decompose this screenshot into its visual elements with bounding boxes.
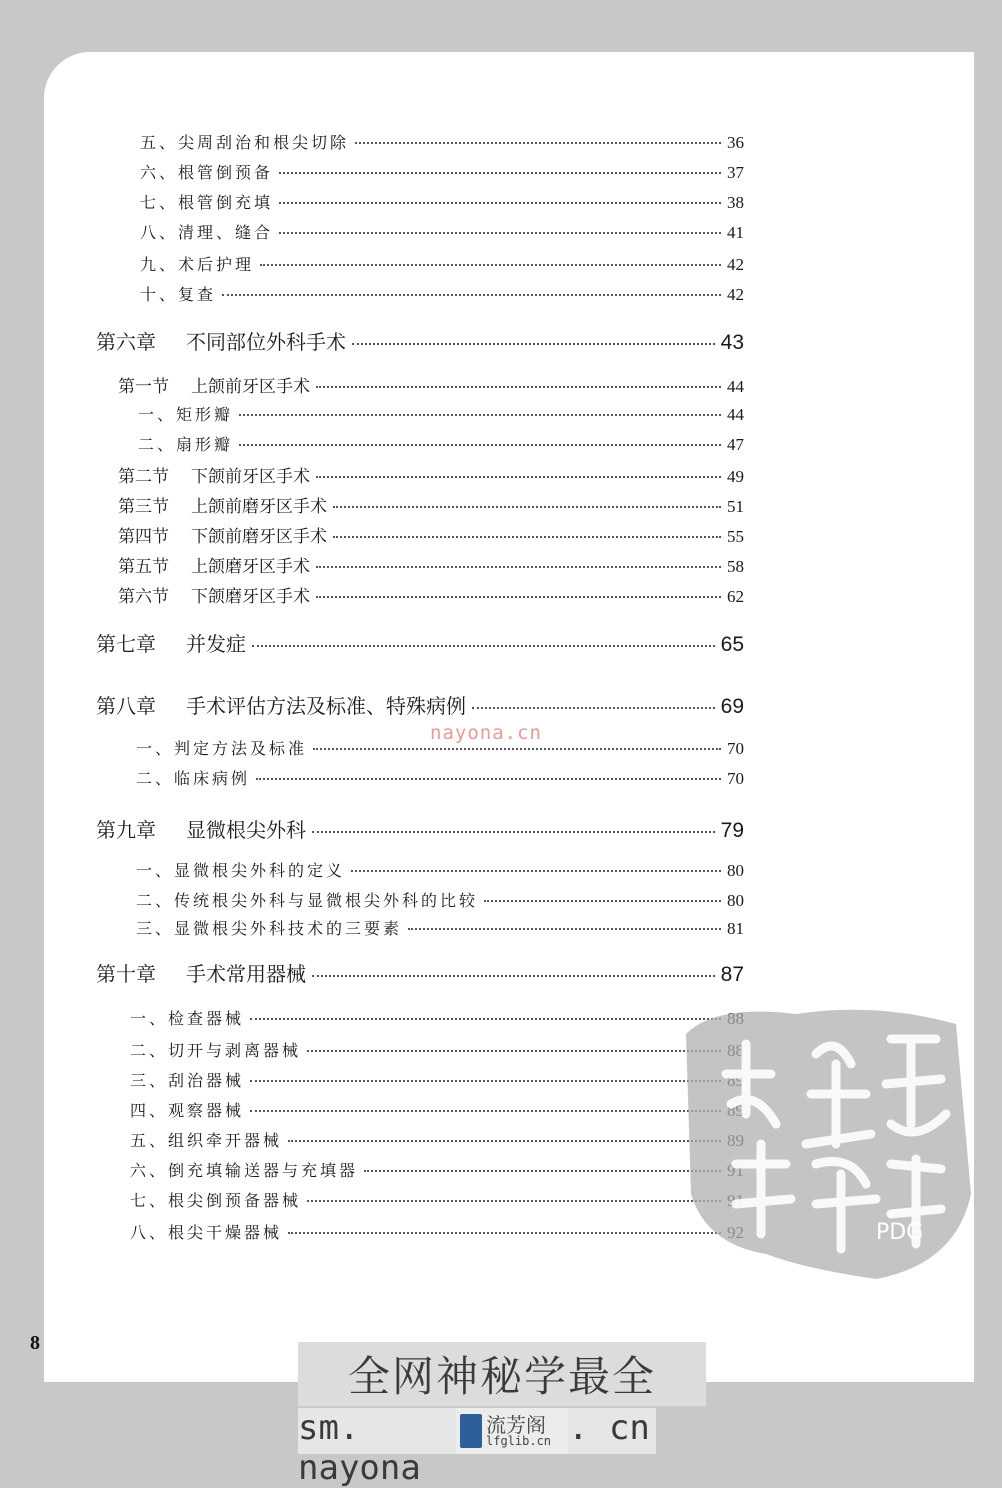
toc-item <box>136 766 744 788</box>
toc-item-label: 八、清理、缝合 <box>140 223 274 242</box>
toc-item <box>136 916 744 938</box>
toc-page-number: 44 <box>727 377 744 396</box>
dot-leader <box>260 264 721 266</box>
toc-chapter <box>96 628 744 656</box>
dot-leader <box>279 232 721 234</box>
toc-item <box>130 1006 744 1028</box>
toc-item-label: 五、组织牵开器械 <box>130 1131 283 1150</box>
toc-item-label: 十、复查 <box>140 285 217 304</box>
toc-chapter <box>96 814 744 842</box>
toc-chapter-number: 第九章 <box>96 818 156 842</box>
toc-page-number: 81 <box>727 919 744 938</box>
seal-pdg-text: PDG <box>876 1220 924 1245</box>
toc-section-title: 上颌前磨牙区手术 <box>191 497 327 517</box>
toc-section-heading <box>118 552 310 577</box>
dot-leader <box>472 707 715 709</box>
dot-leader <box>288 1232 721 1234</box>
toc-item-label: 一、矩形瓣 <box>138 405 234 424</box>
toc-page-number: 62 <box>727 587 744 606</box>
toc-chapter-number: 第八章 <box>96 694 156 718</box>
toc-item-label: 二、传统根尖外科与显微根尖外科的比较 <box>136 891 479 910</box>
watermark-banner: 全网神秘学最全 <box>298 1342 706 1406</box>
toc-item-label: 一、检查器械 <box>130 1009 245 1028</box>
toc-page-number: 38 <box>727 193 744 212</box>
toc-section <box>118 582 744 607</box>
toc-section <box>118 372 744 397</box>
toc-page-number: 79 <box>720 819 744 842</box>
dot-leader <box>316 386 721 388</box>
toc-chapter-heading <box>96 690 466 719</box>
toc-chapter-title: 手术常用器械 <box>186 962 306 986</box>
toc-chapter-heading <box>96 814 306 843</box>
toc-item <box>140 252 744 274</box>
dot-leader <box>250 1080 721 1082</box>
toc-item-label: 七、根管倒充填 <box>140 193 274 212</box>
toc-page-number: 36 <box>727 133 744 152</box>
toc-section <box>118 462 744 487</box>
dot-leader <box>239 444 721 446</box>
toc-section <box>118 492 744 517</box>
toc-page-number: 87 <box>720 963 744 986</box>
toc-section-heading <box>118 492 327 517</box>
toc-item-label: 三、显微根尖外科技术的三要素 <box>136 919 403 938</box>
toc-page-number: 80 <box>727 861 744 880</box>
toc-item-label: 一、判定方法及标准 <box>136 739 308 758</box>
toc-section-number: 第五节 <box>118 557 169 577</box>
toc-section-heading <box>118 462 310 487</box>
dot-leader <box>351 870 721 872</box>
toc-section-title: 上颌前牙区手术 <box>191 377 310 397</box>
toc-item-label: 二、临床病例 <box>136 769 251 788</box>
toc-page-number: 70 <box>727 739 744 758</box>
toc-page-number: 49 <box>727 467 744 486</box>
toc-page-number: 42 <box>727 285 744 304</box>
toc-section-number: 第二节 <box>118 467 169 487</box>
dot-leader <box>312 975 715 977</box>
toc-item <box>140 220 744 242</box>
toc-page-number: 41 <box>727 223 744 242</box>
toc-section-number: 第一节 <box>118 377 169 397</box>
toc-item <box>130 1188 744 1210</box>
toc-item-label: 一、显微根尖外科的定义 <box>136 861 346 880</box>
toc-item-label: 三、刮治器械 <box>130 1071 245 1090</box>
toc-item <box>140 190 744 212</box>
toc-chapter-heading <box>96 628 246 657</box>
toc-section-heading <box>118 582 310 607</box>
toc-section <box>118 522 744 547</box>
dot-leader <box>312 831 715 833</box>
toc-section-heading <box>118 522 327 547</box>
toc-item-label: 四、观察器械 <box>130 1101 245 1120</box>
watermark-url-left: sm. nayona <box>298 1408 456 1454</box>
dot-leader <box>333 506 721 508</box>
toc-item-label: 二、切开与剥离器械 <box>130 1041 302 1060</box>
dot-leader <box>484 900 721 902</box>
dot-leader <box>408 928 721 930</box>
toc-section-number: 第四节 <box>118 527 169 547</box>
toc-item-label: 八、根尖干燥器械 <box>130 1223 283 1242</box>
toc-page-number: 55 <box>727 527 744 546</box>
dot-leader <box>364 1170 721 1172</box>
toc-chapter-title: 不同部位外科手术 <box>186 330 346 354</box>
toc-chapter-title: 手术评估方法及标准、特殊病例 <box>186 694 466 718</box>
dot-leader <box>279 172 721 174</box>
dot-leader <box>316 476 721 478</box>
toc-item <box>130 1098 744 1120</box>
toc-page-number: 58 <box>727 557 744 576</box>
toc-page-number: 70 <box>727 769 744 788</box>
toc-chapter-heading <box>96 326 346 355</box>
toc-chapter-heading <box>96 958 306 987</box>
logo-domain: lfglib.cn <box>486 1434 552 1448</box>
toc-page-number: 44 <box>727 405 744 424</box>
book-icon <box>460 1414 482 1448</box>
toc-page-number: 51 <box>727 497 744 516</box>
toc-chapter <box>96 690 744 718</box>
toc-item-label: 六、根管倒预备 <box>140 163 274 182</box>
toc-item <box>130 1068 744 1090</box>
dot-leader <box>352 343 715 345</box>
dot-leader <box>316 596 721 598</box>
dot-leader <box>313 748 721 750</box>
toc-page-number: 43 <box>720 331 744 354</box>
watermark-logo <box>456 1408 568 1454</box>
dot-leader <box>279 202 721 204</box>
toc-item-label: 二、扇形瓣 <box>138 435 234 454</box>
toc-item <box>130 1038 744 1060</box>
dot-leader <box>256 778 721 780</box>
page-number: 8 <box>30 1332 40 1354</box>
toc-section-number: 第三节 <box>118 497 169 517</box>
toc-section <box>118 552 744 577</box>
toc-item-label: 五、尖周刮治和根尖切除 <box>140 133 350 152</box>
toc-item <box>130 1220 744 1242</box>
dot-leader <box>222 294 721 296</box>
dot-leader <box>288 1140 721 1142</box>
toc-chapter-title: 并发症 <box>186 632 246 656</box>
dot-leader <box>252 645 715 647</box>
toc-page-number: 37 <box>727 163 744 182</box>
toc-item <box>140 130 744 152</box>
dot-leader <box>307 1050 721 1052</box>
toc-item <box>138 402 744 424</box>
dot-leader <box>250 1018 721 1020</box>
toc-section-title: 下颌磨牙区手术 <box>191 587 310 607</box>
dot-leader <box>355 142 721 144</box>
toc-item <box>130 1158 744 1180</box>
dot-leader <box>307 1200 721 1202</box>
toc-chapter <box>96 958 744 986</box>
toc-page-number: 65 <box>720 633 744 656</box>
toc-section-number: 第六节 <box>118 587 169 607</box>
toc-item-label: 六、倒充填输送器与充填器 <box>130 1161 359 1180</box>
dot-leader <box>239 414 721 416</box>
toc-item <box>138 432 744 454</box>
toc-item <box>136 858 744 880</box>
toc-chapter-number: 第六章 <box>96 330 156 354</box>
toc-page-number: 80 <box>727 891 744 910</box>
library-seal-stamp <box>676 994 976 1284</box>
toc-chapter <box>96 326 744 354</box>
toc-page-number: 47 <box>727 435 744 454</box>
toc-section-title: 下颌前牙区手术 <box>191 467 310 487</box>
toc-section-heading <box>118 372 310 397</box>
dot-leader <box>316 566 721 568</box>
toc-item <box>140 160 744 182</box>
toc-chapter-number: 第十章 <box>96 962 156 986</box>
logo-name: 流芳阁 <box>486 1413 546 1437</box>
watermark-text: nayona.cn <box>430 722 542 744</box>
toc-item <box>136 888 744 910</box>
toc-item-label: 九、术后护理 <box>140 255 255 274</box>
toc-item-label: 七、根尖倒预备器械 <box>130 1191 302 1210</box>
toc-item <box>130 1128 744 1150</box>
toc-chapter-title: 显微根尖外科 <box>186 818 306 842</box>
dot-leader <box>333 536 721 538</box>
toc-page-number: 69 <box>720 695 744 718</box>
toc-item <box>140 282 744 304</box>
toc-section-title: 下颌前磨牙区手术 <box>191 527 327 547</box>
dot-leader <box>250 1110 721 1112</box>
toc-chapter-number: 第七章 <box>96 632 156 656</box>
toc-page-number: 42 <box>727 255 744 274</box>
watermark-url-right: . cn <box>568 1408 656 1454</box>
toc-section-title: 上颌磨牙区手术 <box>191 557 310 577</box>
